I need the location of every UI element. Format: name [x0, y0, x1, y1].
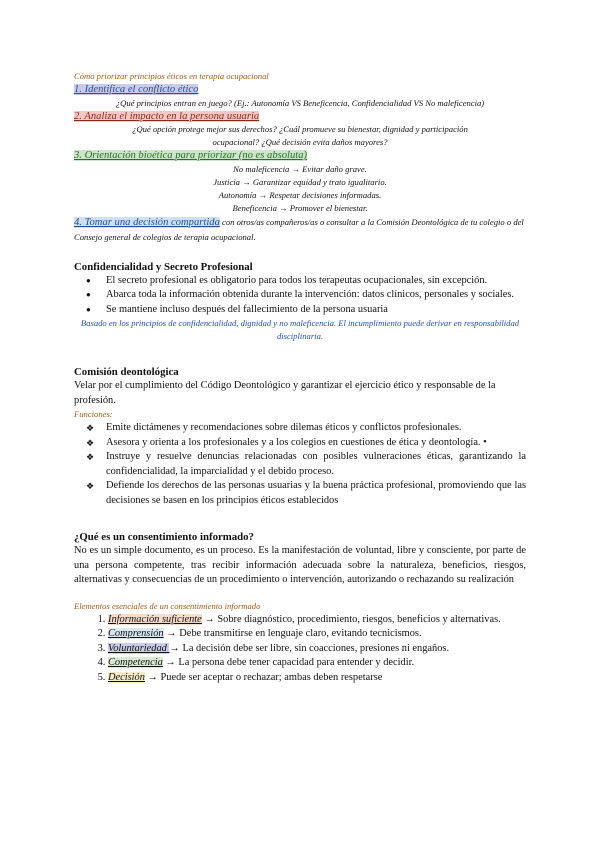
- priorizar-title: Cómo priorizar principios éticos en terapia ocupacional: [74, 71, 269, 81]
- step2-line2: ocupacional? ¿Qué decisión evita daños mayores?: [212, 137, 388, 147]
- step3-line-1: Justicia → Garantizar equidad y trato igualitario.: [213, 176, 387, 187]
- confidencialidad-list: [74, 274, 526, 318]
- step4-paragraph: [74, 215, 526, 244]
- elementos-title: Elementos esenciales de un consentimiento informado: [74, 600, 261, 611]
- confidencialidad-title: Confidencialidad y Secreto Profesional: [74, 260, 253, 273]
- step3-line-2: Autonomía → Respetar decisiones informadas.: [218, 189, 382, 200]
- list-item: [108, 642, 526, 657]
- funciones-label: Funciones:: [74, 409, 113, 419]
- elemento-desc: → La persona debe tener capacidad para entender y decidir.: [162, 657, 415, 668]
- consentimiento-text: No es un simple documento, es un proceso. Es la manifestación de voluntad, libre y consciente, por parte de una persona competente, tras recibir información adecuada sobre la naturaleza, beneficios, riesgos, alternativas y consecuencias de un procedimiento o intervención, autorizando o rechazando su realización: [74, 545, 526, 585]
- elemento-term: Comprensión: [108, 628, 164, 639]
- comision-title: Comisión deontológica: [74, 366, 179, 378]
- step4-text: con otros/as compañeros/as o consultar a la Comisión Deontológica de tu colegio o del Consejo general de colegios de terapia ocupacional.: [74, 216, 524, 242]
- step1-heading-text: 1. Identifica el conflicto ético: [74, 84, 199, 95]
- elemento-term: Decisión: [108, 671, 145, 683]
- list-item: ● Abarca toda la información obtenida durante la intervención: datos clínicos, personales y sociales.: [106, 288, 526, 303]
- funciones-list: [74, 421, 526, 508]
- list-item: [108, 671, 526, 686]
- step3-heading: [74, 149, 526, 163]
- list-item: ● El secreto profesional es obligatorio para todos los terapeutas ocupacionales, sin excepción.: [106, 274, 526, 289]
- elemento-desc: → Debe transmitirse en lenguaje claro, evitando tecnicismos.: [163, 628, 422, 639]
- step1-heading: [74, 83, 526, 97]
- step1-text: ¿Qué principios entran en juego? (Ej.: Autonomía VS Beneficencia, Confidencialidad VS No maleficencia): [115, 97, 485, 108]
- elemento-desc: → Sobre diagnóstico, procedimiento, riesgos, beneficios y alternativas.: [201, 613, 501, 625]
- list-item: [108, 613, 526, 628]
- list-item: ❖ Defiende los derechos de las personas usuarias y la buena práctica profesional, promoviendo que las decisiones se basen en los principios éticos establecidos: [106, 479, 526, 508]
- step2-heading: [74, 110, 526, 124]
- elemento-term: Voluntariedad: [108, 642, 170, 654]
- list-item: ❖ Emite dictámenes y recomendaciones sobre dilemas éticos y conflictos profesionales.: [106, 421, 526, 436]
- list-item: ❖ Instruye y resuelve denuncias relacionadas con posibles vulneraciones éticas, garantizando la confidencialidad, la imparcialidad y el debido proceso.: [106, 450, 526, 479]
- elementos-list: [74, 613, 526, 686]
- elemento-term: Competencia: [108, 657, 163, 668]
- elemento-desc: → La decisión debe ser libre, sin coacciones, presiones ni engaños.: [169, 642, 450, 654]
- step3-line-3: Beneficencia → Promover el bienestar.: [232, 202, 368, 213]
- step3-line-0: No maleficencia → Evitar daño grave.: [233, 163, 367, 174]
- step3-heading-text: 3. Orientación bioética para priorizar (no es absoluta): [74, 150, 308, 161]
- list-item: ❖ Asesora y orienta a los profesionales y a los colegios en cuestiones de ética y deontología. •: [106, 436, 526, 451]
- elemento-desc: → Puede ser aceptar o rechazar; ambas deben respetarse: [144, 671, 383, 683]
- step4-heading: 4. Tomar una decisión compartida: [74, 216, 220, 228]
- step2-line1: ¿Qué opción protege mejor sus derechos? ¿Cuál promueve su bienestar, dignidad y participación: [132, 124, 468, 134]
- elemento-term: Información suficiente: [108, 613, 202, 625]
- document-page: [74, 70, 526, 685]
- list-item: [108, 627, 526, 642]
- step2-heading-text: 2. Analiza el impacto en la persona usuaria: [74, 110, 260, 122]
- confidencialidad-note: Basado en los principios de confidencialidad, dignidad y no maleficencia. El incumplimiento puede derivar en responsabilidad disciplinaria.: [80, 318, 520, 341]
- comision-text: Velar por el cumplimiento del Código Deontológico y garantizar el ejercicio ético y responsable de la profesión.: [74, 380, 496, 406]
- list-item: ● Se mantiene incluso después del fallecimiento de la persona usuaria: [106, 303, 526, 318]
- list-item: [108, 656, 526, 671]
- consentimiento-title: ¿Qué es un consentimiento informado?: [74, 531, 254, 543]
